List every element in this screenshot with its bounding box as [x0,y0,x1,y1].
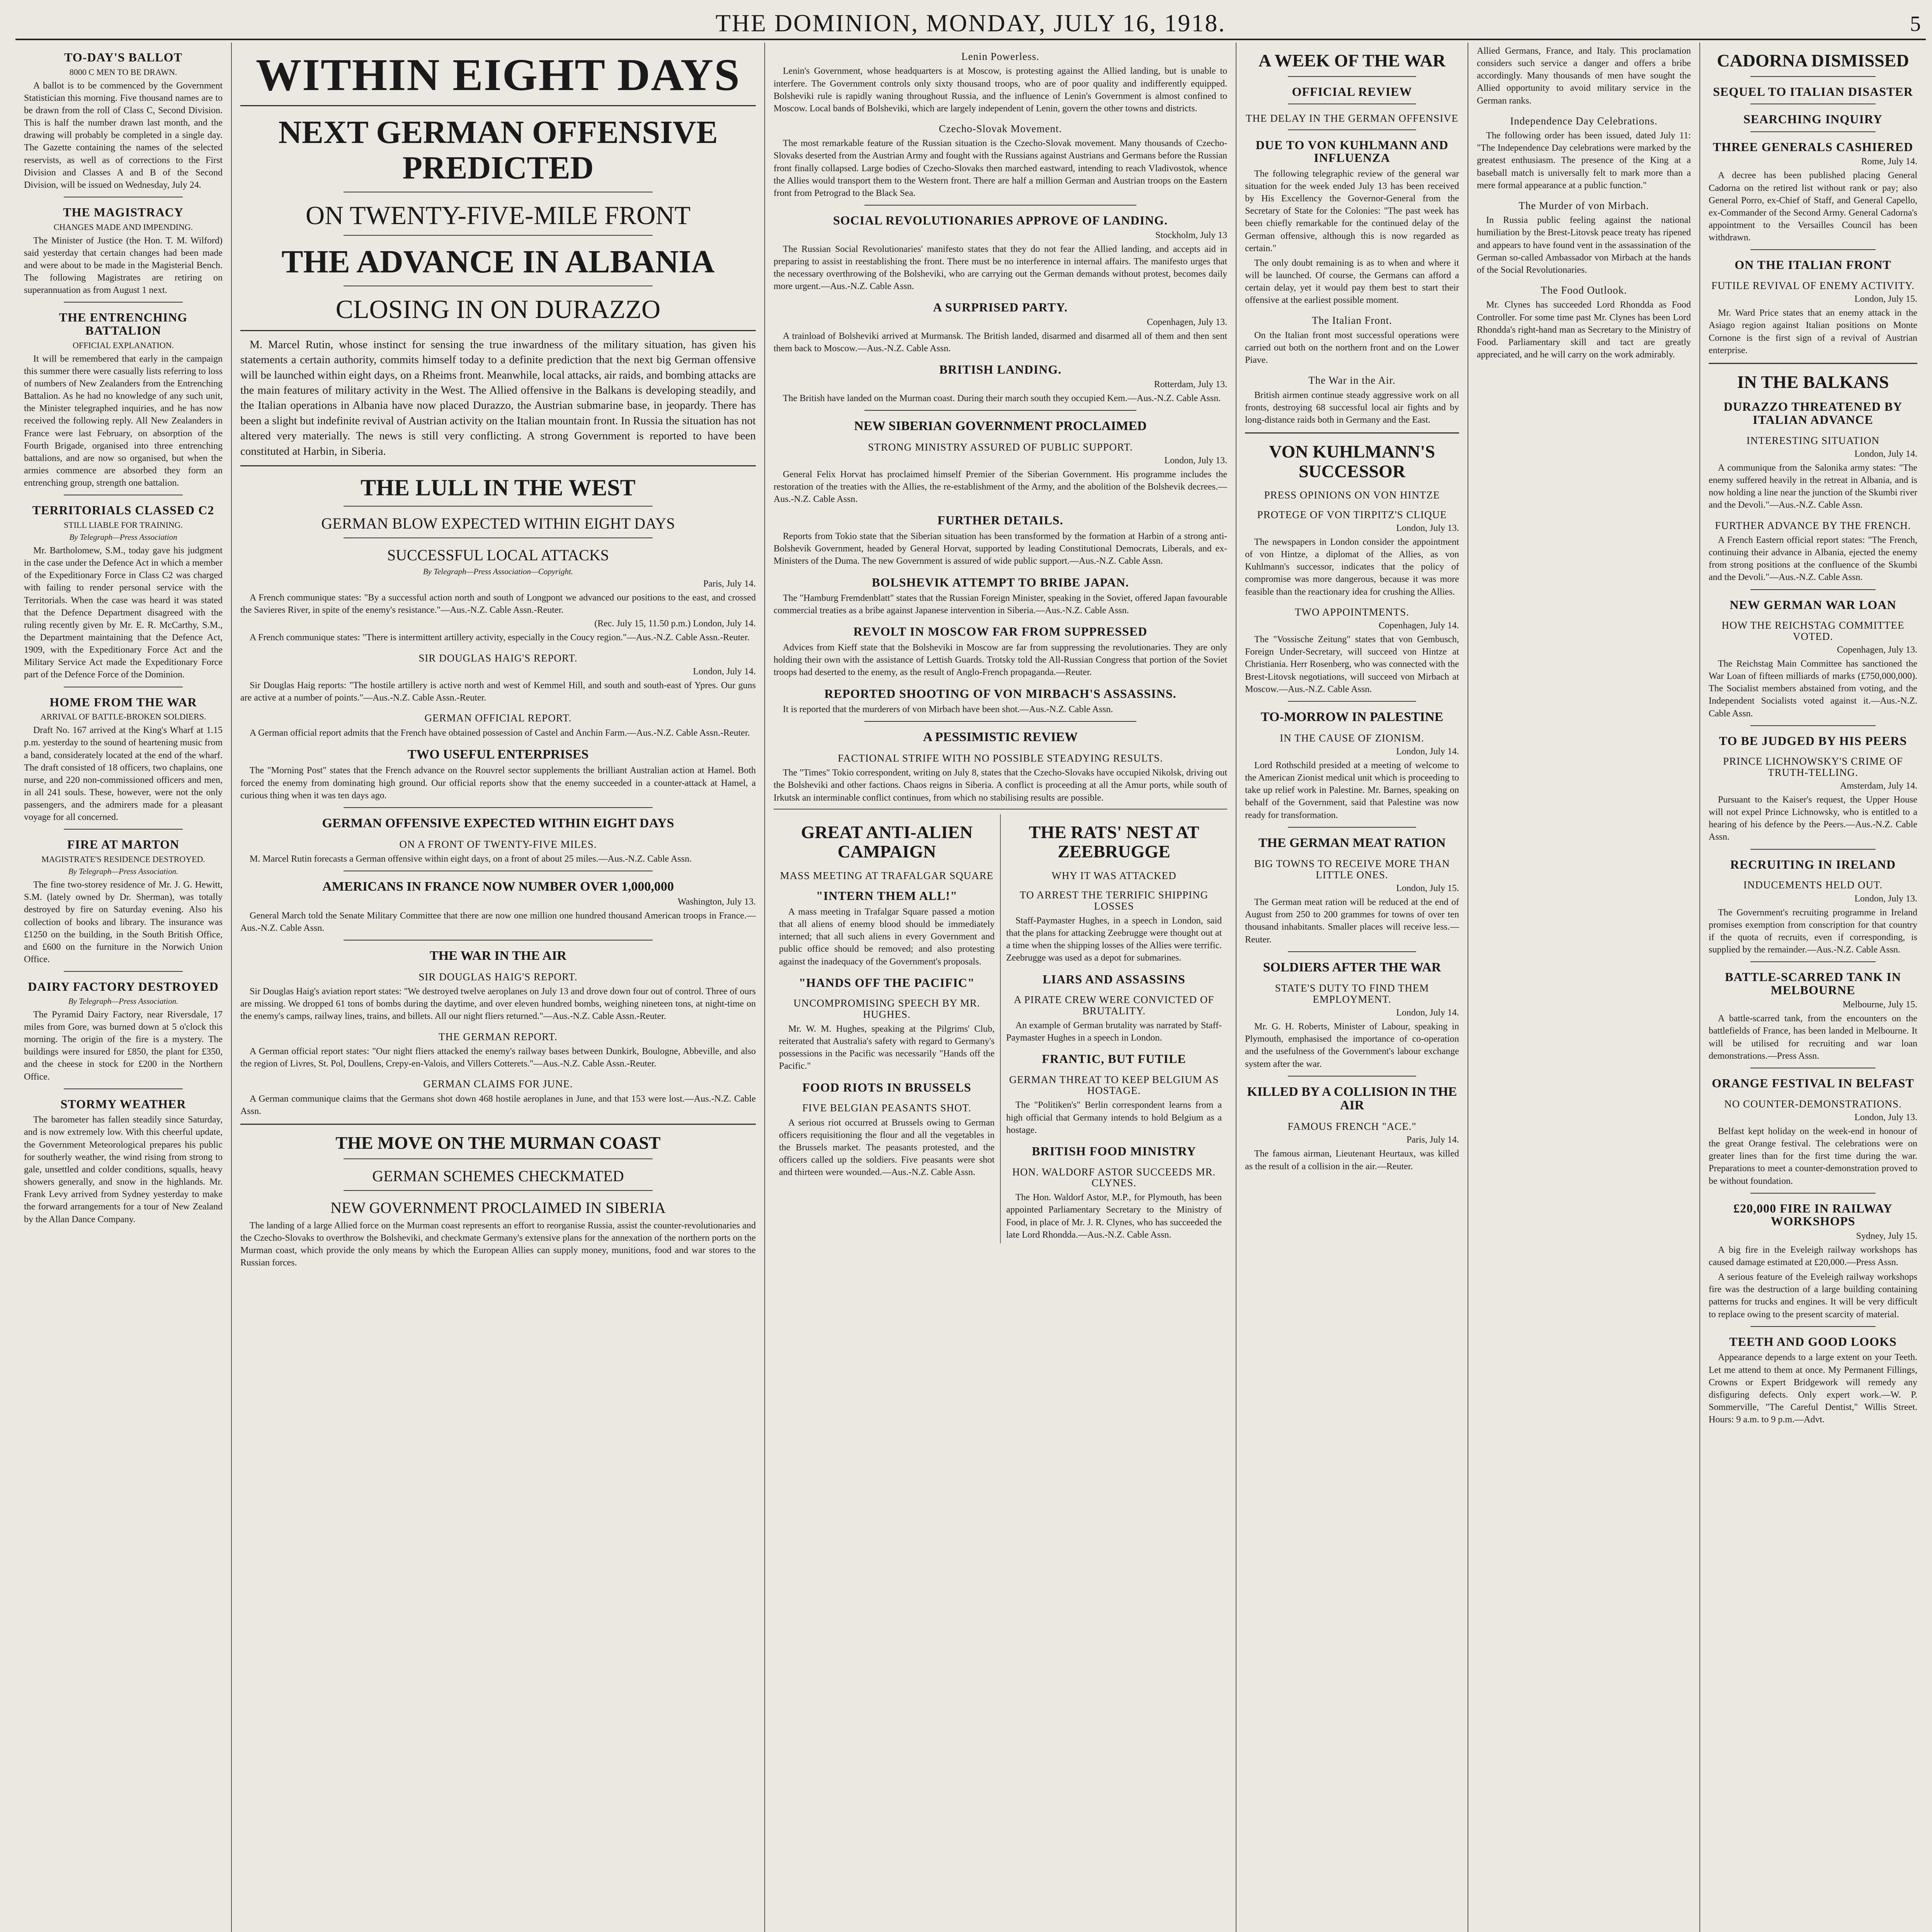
lull-byline: By Telegraph—Press Association—Copyright. [423,567,573,577]
divider [1288,701,1416,702]
lead-text: M. Marcel Rutin, whose instinct for sensing the true inwardness of the military situation, has given his statements a certain authority, commits himself today to a definite prediction that the next big German offensive will be launched within eight days, on a Rheims front. Meanwhile, local attacks, air raids, and bombing attacks are the main features of military activity in the West. The Allied offensive in the Balkans is developing steadily, and the Italian operations in Albania have now placed Durazzo, the Austrian submarine base, in jeopardy. There has been a slight but indefinite revival of Austrian activity on the Italian mountain front. In Russia the situation has not altered very materially. The news is still very conflicting. A strong Government is reported to have been constituted at Harbin, in Siberia. [240,338,756,457]
stormy-heading: STORMY WEATHER [60,1097,186,1111]
german-air-report-heading: THE GERMAN REPORT. [439,1031,558,1043]
homewar-text: Draft No. 167 arrived at the King's Wharf at 1.15 p.m. yesterday to the sound of heartening music from a band, considerately located at the end of the wharf. The draft consisted of 18 officers, two chaplains, one nurse, and 220 non-commissioned officers and men, in all 241 souls. These, however, were not the only passengers, and the admirers made for a pleasant voyage for all concerned. [24,725,223,823]
cadorna-dateline: Rome, July 14. [1861,156,1917,167]
murman-subheading: GERMAN SCHEMES CHECKMATED [372,1167,624,1185]
air-heading: THE WAR IN THE AIR [430,949,566,963]
british-landing-heading: BRITISH LANDING. [939,362,1062,377]
cadorna-subheading-2: SEARCHING INQUIRY [1743,112,1883,126]
fire-subheading: MAGISTRATE'S RESIDENCE DESTROYED. [41,854,205,864]
appointments-heading: TWO APPOINTMENTS. [1294,606,1409,618]
railway-fire-heading: £20,000 FIRE IN RAILWAY WORKSHOPS [1733,1201,1893,1228]
lenin-text: Lenin's Government, whose headquarters is at Moscow, is protesting against the Allied landing, but is unable to interfere. The Government controls only sixty thousand troops, who are of poor quality and indifferently equipped. Bolsheviki rule is rapidly waning throughout Russia, and the influence of Lenin's Government is almost confined to Moscow. Local bands of Bolsheviki, which are largely independent of Lenin, govern the other towns and districts. [774,66,1227,114]
week-war-heading: A WEEK OF THE WAR [1259,51,1446,70]
handsoff-subheading: UNCOMPROMISING SPEECH BY MR. HUGHES. [793,997,980,1020]
soldiers-dateline: London, July 14. [1396,1008,1459,1018]
mirbach-assassins-heading: REPORTED SHOOTING OF VON MIRBACH'S ASSASSINS. [824,686,1177,701]
italian-front-2-text: Mr. Ward Price states that an enemy attack in the Asiago region against Italian positions on Monte Cornone is the first sign of a revival of Austrian enterprise. [1709,308,1917,355]
divider [64,1088,183,1089]
lull-dateline-2: (Rec. July 15, 11.50 p.m.) London, July 14. [594,619,756,629]
soldiers-heading: SOLDIERS AFTER THE WAR [1263,960,1441,975]
entrenching-subheading: OFFICIAL EXPLANATION. [73,340,174,350]
column-2 [232,43,765,1932]
peers-text: Pursuant to the Kaiser's request, the Upper House will not expel Prince Lichnowsky, who is entitled to a hearing of his defence by the Peers.—Aus.-N.Z. Cable Assn. [1709,794,1917,842]
kuhlmann-subheading: PRESS OPINIONS ON VON HINTZE [1264,489,1440,501]
socrev-heading: SOCIAL REVOLUTIONARIES APPROVE OF LANDING. [833,213,1168,228]
meat-dateline: London, July 15. [1396,883,1459,894]
czech-text: The most remarkable feature of the Russian situation is the Czecho-Slovak movement. Many thousands of Czecho-Slovaks deserted from the Austrian Army and fought with the Russians against Austrians and Germans before the Russian front finally collapsed. Large bodies of Czecho-Slovaks then marched eastward, intending to reach Vladivostok, whence the Allies would transport them to the Western front. There are half a million German and Austrian troops on the Eastern front from Petrograd to the Black Sea. [774,138,1227,198]
divider [1288,827,1416,828]
balkans-subheading-2: INTERESTING SITUATION [1746,434,1880,446]
column-1 [15,43,232,1932]
kuhlmann-heading: VON KUHLMANN'S SUCCESSOR [1269,442,1435,481]
frantic-text: The "Politiken's" Berlin correspondent learns from a high official that Germany intends to hold Belgium as a hostage. [1006,1100,1222,1135]
divider [1288,1076,1416,1077]
mirbach-murder-text: In Russia public feeling against the national humiliation by the Brest-Litovsk peace treaty has ripened and appears to have found vent in the assassination of the German so-called Ambassador von Mirbach at the hands of the Social Revolutionaries. [1477,215,1691,275]
haig-heading: SIR DOUGLAS HAIG'S REPORT. [418,652,578,664]
food-outlook-heading: The Food Outlook. [1541,284,1627,296]
week-war-text-1: The following telegraphic review of the general war situation for the week ended July 13 has been received by His Excellency the Governor-General from the Secretary of State for the Colonies: "The past week has been chiefly remarkable for the continued delay of the German offensive, although this is now regarded as certain." [1245,168,1459,253]
frantic-subheading: GERMAN THREAT TO KEEP BELGIUM AS HOSTAGE. [1009,1073,1219,1097]
appointments-text: The "Vossische Zeitung" states that von Gembusch, Foreign Under-Secretary, will succeed von Hintze at Christiania. Herr Rosenberg, who was connected with the Brest-Litovsk negotiations, will succeed von Mirbach at Moscow.—Aus.-N.Z. Cable Assn. [1245,634,1459,694]
ballot-subheading: 8000 C MEN TO BE DRAWN. [69,67,177,77]
murman-text: The landing of a large Allied force on the Murman coast represents an effort to reorganise Russia, assist the counter-revolutionaries and the Czecho-Slovaks to overthrow the Bolsheviki, and checkmate Germany's extensive plans for the annexation of the northern ports on the Murman coast, which provide the only means by which the European Allies can supply money, munitions, food and war stores to the Russian forces. [240,1220,756,1268]
enterprises-text: The "Morning Post" states that the French advance on the Rouvrel sector supplements the brilliant Australian action at Hamel. Both forced the enemy from dominating high ground. Our official reports show that the enemy succeeded in a counter-attack at Hamel, a curious thing when it was ten days ago. [240,765,756,801]
siberian-text: General Felix Horvat has proclaimed himself Premier of the Siberian Government. His programme includes the restoration of the treaties with the Allies, the re-establishment of the Army, and the abolition of the Bolshevik decrees.—Aus.-N.Z. Cable Assn. [774,469,1227,505]
ballot-heading: TO-DAY'S BALLOT [64,50,182,64]
balkans-subheading: DURAZZO THREATENED BY ITALIAN ADVANCE [1723,400,1903,427]
homewar-heading: HOME FROM THE WAR [49,695,197,709]
orange-subheading: NO COUNTER-DEMONSTRATIONS. [1724,1098,1902,1110]
territorials-text: Mr. Bartholomew, S.M., today gave his judgment in the case under the Defence Act in which a member of the Expeditionary Force in Class C2 was charged with failing to render personal service with the Territorials. When the case was heard it was stated that the Defence Department disagreed with the ruling recently given by Mr. E. R. McCarthy, S.M., the Department maintaining that the Defence Act, 1909, with the Expeditionary Force Act and the Military Service Act made the Expeditionary Force part of the Defence Force of the Dominion. [24,545,223,680]
soldiers-text: Mr. G. H. Roberts, Minister of Labour, speaking in Plymouth, emphasised the importance of co-operation and the usefulness of the Government's labour exchange system after the war. [1245,1022,1459,1069]
palestine-subheading: IN THE CAUSE OF ZIONISM. [1280,732,1424,744]
surprised-text: A trainload of Bolsheviki arrived at Murmansk. The British landed, disarmed and disarmed all of them and then sent them back to Moscow.—Aus.-N.Z. Cable Assn. [774,331,1227,354]
dairy-heading: DAIRY FACTORY DESTROYED [28,980,219,994]
divider [1750,1326,1876,1327]
revolt-heading: REVOLT IN MOSCOW FAR FROM SUPPRESSED [853,624,1148,639]
mirbach-murder-heading: The Murder of von Mirbach. [1519,199,1649,211]
advance-heading: FURTHER ADVANCE BY THE FRENCH. [1715,519,1911,531]
lull-heading: THE LULL IN THE WEST [361,475,636,501]
air-text: Sir Douglas Haig's aviation report states: "We destroyed twelve aeroplanes on July 13 and drove down four out of control. Three of ours are missing. We dropped 61 tons of bombs during the daytime, and over eleven hundred bombs, weighing nineteen tons, at night-time on the enemy's camps, railway lines, trains, and billets. All our night fliers returned."—Aus.-N.Z. Cable Assn.-Reuter. [240,986,756,1022]
divider [1750,589,1876,590]
british-landing-text: The British have landed on the Murman coast. During their march south they occupied Kem.—Aus.-N.Z. Cable Assn. [783,393,1221,403]
ireland-heading: RECRUITING IN IRELAND [1730,857,1896,871]
balkans-heading: IN THE BALKANS [1737,372,1889,392]
tank-text: A battle-scarred tank, from the encounters on the battlefields of France, has been landed in Melbourne. It will be utilised for recruiting and war loan demonstrations.—Press Assn. [1709,1014,1917,1061]
british-landing-dateline: Rotterdam, July 13. [1154,379,1227,389]
italian-front-text: On the Italian front most successful operations were carried out both on the northern front and on the Lower Piave. [1245,330,1459,366]
territorials-subheading: STILL LIABLE FOR TRAINING. [64,520,183,530]
pessimistic-heading: A PESSIMISTIC REVIEW [923,730,1078,745]
riots-subheading: FIVE BELGIAN PEASANTS SHOT. [802,1102,971,1114]
killed-dateline: Paris, July 14. [1406,1135,1459,1145]
divider [64,302,183,303]
ratsnest-subheading-2: TO ARREST THE TERRIFIC SHIPPING LOSSES [1019,889,1209,912]
war-air-heading: The War in the Air. [1308,374,1396,386]
italian-front-2-dateline: London, July 15. [1854,294,1917,304]
killed-heading: KILLED BY A COLLISION IN THE AIR [1247,1084,1457,1113]
liars-heading: LIARS AND ASSASSINS [1043,972,1185,986]
entrenching-heading: THE ENTRENCHING BATTALION [59,310,188,337]
offensive-subheading: ON A FRONT OF TWENTY-FIVE MILES. [399,838,597,850]
kuhlmann-text: The newspapers in London consider the appointment of von Hintze, a diplomat of the Allies, as von Kuhlmann's successor, indicates that the policy of compromise was more dangerous, because it was more feasible than the reactionary idea for crushing the Allies. [1245,537,1459,597]
main-deck-1: ON TWENTY-FIVE-MILE FRONT [306,200,690,230]
handsoff-text: Mr. W. M. Hughes, speaking at the Pilgrims' Club, reiterated that Australia's safety with regard to Germany's possessions in the Pacific was necessarily "Hands off the Pacific." [779,1024,995,1071]
antialien-text: A mass meeting in Trafalgar Square passed a motion that all aliens of enemy blood should be immediately interned; that all such aliens in every Government and public office should be removed; and also protesting against the inadequacy of the Government's proposals. [779,906,995,967]
food-ministry-text: The Hon. Waldorf Astor, M.P., for Plymouth, has been appointed Parliamentary Secretary to the Ministry of Food, in place of Mr. J. R. Clynes, who has succeeded the late Lord Rhondda.—Aus.-N.Z. Cable Assn. [1006,1192,1222,1240]
lull-subheading-2: SUCCESSFUL LOCAL ATTACKS [387,546,609,564]
german-report-heading: GERMAN OFFICIAL REPORT. [424,712,572,724]
food-ministry-heading: BRITISH FOOD MINISTRY [1032,1144,1196,1158]
week-war-text-2: The only doubt remaining is as to when and where it will be launched. Of course, the Germans can afford a certain delay, yet it would pay them best to start their offensive at the earliest possible moment. [1245,258,1459,306]
murman-heading: THE MOVE ON THE MURMAN COAST [335,1133,661,1153]
lull-subheading: GERMAN BLOW EXPECTED WITHIN EIGHT DAYS [321,515,675,532]
meat-text: The German meat ration will be reduced at the end of August from 250 to 200 grammes for towns of over ten thousand inhabitants. Smaller places will receive less.—Reuter. [1245,897,1459,945]
divider [1750,961,1876,962]
details-text: Reports from Tokio state that the Siberian situation has been transformed by the formation at Harbin of a strong anti-Bolshevik Government, headed by General Horvat, supported by leading Constitutional Democrats, Liberals, and ex-Ministers of the Duma. The new Government is assured of wide public support.—Aus.-N.Z. Cable Assn. [774,531,1227,566]
homewar-subheading: ARRIVAL OF BATTLE-BROKEN SOLDIERS. [40,712,206,722]
fire-text: The fine two-storey residence of Mr. J. G. Hewitt, S.M. (lately owned by Dr. Sherman), was totally destroyed by fire on Saturday evening. Also his collection of books and library. The insurance was £1250 on the building, in the South British Office, and £600 on the furniture in the Norwich Union Office. [24,880,223,964]
haig-text: Sir Douglas Haig reports: "The hostile artillery is active north and west of Kemmel Hill, and south and south-east of Ypres. Our guns are active at a number of points."—Aus.-N.Z. Cable Assn.-Reuter. [240,680,756,703]
divider [344,1158,653,1159]
divider [1245,432,1459,434]
peers-subheading: PRINCE LICHNOWSKY'S CRIME OF TRUTH-TELLING. [1723,755,1903,778]
sub-column-left [774,814,1001,1243]
main-headline: WITHIN EIGHT DAYS [256,49,740,100]
railway-fire-text: A big fire in the Eveleigh railway workshops has caused damage estimated at £20,000.—Press Assn. [1709,1245,1917,1267]
week-war-subheading: OFFICIAL REVIEW [1292,84,1412,99]
offensive-text: M. Marcel Rutin forecasts a German offensive within eight days, on a front of about 25 miles.—Aus.-N.Z. Cable Assn. [250,854,692,864]
revolt-text: Advices from Kieff state that the Bolsheviki in Moscow are far from suppressing the revolutionaries. They are only holding their own with the assistance of Lettish Guards. Trotsky told the All-Russian Congress that portion of the Soviet troops had deserted to the enemy, as the result of Anglo-French propaganda.—Reuter. [774,643,1227,678]
railway-fire-text-2: A serious feature of the Eveleigh railway workshops fire was the destruction of a large building containing patterns for trucks and engines. It will be very difficult to replace owing to the present scarcity of material. [1709,1272,1917,1320]
magistracy-heading: THE MAGISTRACY [63,205,184,219]
masthead [15,8,1926,40]
food-ministry-subheading: HON. WALDORF ASTOR SUCCEEDS MR. CLYNES. [1012,1166,1216,1189]
pessimistic-text: The "Times" Tokio correspondent, writing on July 8, states that the Czecho-Slovaks have occupied Nikolsk, driving out the Bolsheviki and other factions. Chaos reigns in Siberia. A conflict is proceeding at all the Amur ports, while south of Irkutsk an interminable conflict continues, from which no stabilising results are possible. [774,768,1227,803]
riots-text: A serious riot occurred at Brussels owing to German officers requisitioning the flour and all the vegetables in the Brussels market. The peasants protested, and the officers called up the soldiers. Five peasants were shot and thirteen were wounded.—Aus.-N.Z. Cable Assn. [779,1117,995,1178]
page-number: 5 [1910,12,1922,36]
murman-subheading-2: NEW GOVERNMENT PROCLAIMED IN SIBERIA [330,1199,666,1216]
german-air-report-text: A German official report states: "Our night fliers attacked the enemy's railway bases between Dunkirk, Boulogne, Abbeville, and also the region of Livres, St. Pol, Doullens, Crepy-en-Valois, and Villers Cotterets."—Aus.-N.Z. Cable Assn.-Reuter. [240,1046,756,1069]
divider [344,235,653,236]
orange-text: Belfast kept holiday on the week-end in honour of the great Orange festival. The celebrations were on greater lines than for the first time during the war. Preparations to meet a counter-demonstration proved to be without foundation. [1709,1126,1917,1186]
neutrals-text: Allied Germans, France, and Italy. This proclamation considers such service a danger and offers a bribe accordingly. Many thousands of men have sought the Allied opportunity to avoid military service in the German ranks. [1477,46,1691,106]
war-loan-heading: NEW GERMAN WAR LOAN [1730,597,1896,612]
meat-subheading: BIG TOWNS TO RECEIVE MORE THAN LITTLE ONES. [1254,858,1450,881]
divider [864,721,1136,722]
cadorna-subheading-3: THREE GENERALS CASHIERED [1713,139,1913,154]
lead-summary [240,337,756,459]
german-report-text: A German official report admits that the French have obtained possession of Castel and Anchin Farm.—Aus.-N.Z. Cable Assn.-Reuter. [250,728,750,738]
details-heading: FURTHER DETAILS. [937,513,1063,527]
divider [1750,249,1876,250]
magistracy-text: The Minister of Justice (the Hon. T. M. Wilford) said yesterday that certain changes had been made and were about to be made in the Magisterial Bench. The following Magistrates are retiring on superannuation as from August 1 next. [24,235,223,296]
magistracy-subheading: CHANGES MADE AND IMPENDING. [53,222,193,232]
divider [864,410,1136,411]
socrev-text: The Russian Social Revolutionaries' manifesto states that they do not fear the Allied landing, and accepts aid in preparing to assist in reestablishing the front. There must be no interference in internal affairs. The manifesto urges that the necessary overthrowing of the Bolsheviki, who are carrying out the German demands without protest, becomes daily more urgent.—Aus.-N.Z. Cable Assn. [774,244,1227,292]
siberian-subheading: STRONG MINISTRY ASSURED OF PUBLIC SUPPORT. [868,441,1133,453]
liars-subheading: A PIRATE CREW WERE CONVICTED OF BRUTALITY. [1014,994,1214,1017]
palestine-heading: TO-MORROW IN PALESTINE [1260,709,1444,724]
killed-text: The famous airman, Lieutenant Heurtaux, was killed as the result of a collision in the air.—Reuter. [1245,1149,1459,1172]
frantic-heading: FRANTIC, BUT FUTILE [1042,1052,1186,1066]
lull-text-1: A French communique states: "By a successful action north and south of Longpont we advanced our positions to the east, and crossed the Savieres River, in spite of the enemy's resistance."—Aus.-N.Z. Cable Assn.-Reuter. [240,593,756,616]
kuhlmann-subheading-2: PROTEGE OF VON TIRPITZ'S CLIQUE [1257,509,1447,520]
divider [344,537,653,538]
column-3 [765,43,1236,1932]
claims-text: A German communique claims that the Germans shot down 468 hostile aeroplanes in June, and that 153 were lost.—Aus.-N.Z. Cable Assn. [240,1094,756,1116]
divider [240,105,756,106]
food-outlook-text: Mr. Clynes has succeeded Lord Rhondda as Food Controller. For some time past Mr. Clynes has been Lord Rhondda's right-hand man as Secretary to the Ministry of Food. Parliamentary skill and tact are greatly appreciated, and he will carry on the work admirably. [1477,300,1691,360]
appointments-dateline: Copenhagen, July 14. [1379,621,1459,631]
divider [1750,76,1876,77]
kuhlmann-dateline: London, July 13. [1396,523,1459,533]
cadorna-subheading: SEQUEL TO ITALIAN DISASTER [1713,84,1913,99]
stormy-text: The barometer has fallen steadily since Saturday, and is now extremely low. With this cheerful update, the Government Meteorological prepares his public for southerly weather, the wind rising from strong to gale, unsettled and colder conditions, squalls, heavy showers generally, and snow in the highlands. Mr. Frank Levy arrived from Sydney yesterday to make the forward arrangements for a tour of New Zealand by the Allan Dance Company. [24,1115,223,1225]
divider [240,330,756,331]
railway-fire-dateline: Sydney, July 15. [1856,1231,1917,1241]
ireland-dateline: London, July 13. [1854,893,1917,904]
main-subheadline: NEXT GERMAN OFFENSIVE PREDICTED [278,114,718,186]
cadorna-heading: CADORNA DISMISSED [1717,51,1909,70]
main-deck-3: CLOSING IN ON DURAZZO [335,294,661,324]
peers-dateline: Amsterdam, July 14. [1840,781,1917,791]
air-subheading: SIR DOUGLAS HAIG'S REPORT. [418,971,578,983]
claims-heading: GERMAN CLAIMS FOR JUNE. [423,1078,573,1090]
divider [1750,725,1876,726]
handsoff-heading: "HANDS OFF THE PACIFIC" [799,975,975,990]
orange-heading: ORANGE FESTIVAL IN BELFAST [1712,1076,1914,1090]
ratsnest-heading: THE RATS' NEST AT ZEEBRUGGE [1029,822,1199,862]
divider [344,1190,653,1191]
column-4 [1236,43,1468,1932]
americans-text: General March told the Senate Military Committee that there are now one million one hundred thousand American troops in France.—Aus.-N.Z. Cable Assn. [240,910,756,933]
killed-subheading: FAMOUS FRENCH "ACE." [1287,1121,1417,1133]
cadorna-text: A decree has been published placing General Cadorna on the retired list without rank or pay; also General Porro, ex-Chief of Staff, and General Capello, ex-Commander of the Second Army. General Cadorna's appointment to the Versailles Council has been withdrawn. [1709,170,1917,243]
ireland-text: The Government's recruiting programme in Ireland promises exemption from conscription for that country if the quota of recruits, even if corresponding, is supplied by the remainder.—Aus.-N.Z. Cable Assn. [1709,907,1917,955]
independence-text: The following order has been issued, dated July 11: "The Independence Day celebrations were marked by the greatest enthusiasm. The presence of the King at a baseball match is universally felt to mark more than a mere formal appearance at a public function." [1477,131,1691,190]
ratsnest-text: Staff-Paymaster Hughes, in a speech in London, said that the plans for attacking Zeebrugge were thought out at a time when the shipping losses of the Allies were terrific. Zeebrugge was used as a depot for submarines. [1006,915,1222,963]
independence-heading: Independence Day Celebrations. [1510,115,1658,127]
divider [240,1124,756,1125]
lull-dateline-1: Paris, July 14. [703,579,756,589]
riots-heading: FOOD RIOTS IN BRUSSELS [802,1080,971,1094]
ballot-text: A ballot is to be commenced by the Government Statistician this morning. Five thousand names are to be drawn from the roll of Class C, Second Division. This is half the number drawn last month, and the drawing will probably be completed in a single day. The Gazette containing the names of the selected reservists, as well as of corrections to the First Division and Classes A and B of the Second Division, will be issued on Wednesday, July 24. [24,80,223,190]
dairy-text: The Pyramid Dairy Factory, near Riversdale, 17 miles from Gore, was burned down at 5 o'clock this morning. The origin of the fire is a mystery. The buildings were insured for £850, the plant for £350, and the cheese in stock for £200 in the Northern Office. [24,1009,223,1082]
americans-heading: AMERICANS IN FRANCE NOW NUMBER OVER 1,000,000 [322,879,674,894]
advance-text: A French Eastern official report states: "The French, continuing their advance in Albania, ejected the enemy from strong positions at the confluence of the Skumbi and the Devoli."—Aus.-N.Z. Cable Assn. [1709,535,1917,583]
italian-front-heading: The Italian Front. [1312,315,1392,327]
teeth-ad-heading: TEETH AND GOOD LOOKS [1729,1334,1897,1349]
divider [1750,1193,1876,1194]
sub-columns [774,814,1227,1243]
antialien-subheading-2: "INTERN THEM ALL!" [816,889,957,903]
divider [1709,363,1917,364]
czech-heading: Czecho-Slovak Movement. [939,122,1062,134]
peers-heading: TO BE JUDGED BY HIS PEERS [1719,733,1907,748]
divider [1288,129,1416,130]
palestine-dateline: London, July 14. [1396,746,1459,757]
fire-heading: FIRE AT MARTON [67,837,180,852]
divider [1288,76,1416,77]
column-6 [1700,43,1926,1932]
balkans-text: A communique from the Salonika army states: "The enemy suffered heavily in the retreat in Albania, and is now holding a line near the junction of the Skumbi river and the Devoli."—Aus.-N.Z. Cable Assn. [1709,463,1917,510]
palestine-text: Lord Rothschild presided at a meeting of welcome to the American Zionist medical unit which is proceeding to take up relief work in Palestine. Mr. Barnes, speaking on behalf of the Government, said that Palestine was now ready for transformation. [1245,760,1459,820]
sub-column-right [1001,814,1227,1243]
entrenching-text: It will be remembered that early in the campaign this summer there were casually lists referring to loss of numbers of New Zealanders from the Entrenching Battalion. As he had no knowledge of any such unit, the Minister telegraphed inquiries, and he has now received the following reply. All New Zealanders in France were last February, on absorption of the Fourth Brigade, organised into three entrenching battalions, and are now so organised, but when the armies commence are absorbed they form an entrenching group, strength one battalion. [24,354,223,488]
fire-byline: By Telegraph—Press Association. [68,867,179,876]
divider [1750,131,1876,132]
enterprises-heading: TWO USEFUL ENTERPRISES [407,747,589,762]
divider [1288,951,1416,952]
lenin-heading: Lenin Powerless. [961,51,1039,62]
siberian-heading: NEW SIBERIAN GOVERNMENT PROCLAIMED [854,418,1147,433]
balkans-dateline: London, July 14. [1854,449,1917,459]
surprised-heading: A SURPRISED PARTY. [933,300,1068,315]
soldiers-subheading: STATE'S DUTY TO FIND THEM EMPLOYMENT. [1275,982,1429,1005]
divider [344,807,653,808]
war-loan-subheading: HOW THE REICHSTAG COMMITTEE VOTED. [1721,619,1905,642]
italian-front-2-heading: ON THE ITALIAN FRONT [1735,258,1891,272]
territorials-heading: TERRITORIALS CLASSED C2 [32,503,214,517]
bribe-text: The "Hamburg Fremdenblatt" states that the Russian Foreign Minister, speaking in the Soviet, offered Japan favourable commercial treaties as a bribe against Japanese intervention in Siberia.—Aus.-N.Z. Cable Assn. [774,593,1227,616]
war-loan-text: The Reichstag Main Committee has sanctioned the War Loan of fifteen milliards of marks (£750,000,000). The Socialist members abstained from voting, and the Independent Socialists voted against it.—Aus.-N.Z. Cable Assn. [1709,658,1917,719]
offensive-heading: GERMAN OFFENSIVE EXPECTED WITHIN EIGHT DAYS [322,816,674,830]
divider [344,506,653,507]
orange-dateline: London, July 13. [1854,1112,1917,1122]
teeth-ad-text: Appearance depends to a large extent on your Teeth. Let me attend to them at once. My Permanent Fillings, Crowns or Expert Bridgework will remedy any disfiguring defects. Only expert work.—W. P. Sommerville, "The Careful Dentist," Willis Street. Hours: 9 a.m. to 9 p.m.—Advt. [1709,1352,1917,1425]
antialien-subheading: MASS MEETING AT TRAFALGAR SQUARE [780,869,994,881]
mirbach-assassins-text: It is reported that the murderers of von Mirbach have been shot.—Aus.-N.Z. Cable Assn. [783,704,1113,715]
ratsnest-subheading: WHY IT WAS ATTACKED [1051,869,1177,881]
divider [1750,849,1876,850]
week-war-deck-1: THE DELAY IN THE GERMAN OFFENSIVE [1245,112,1459,124]
territorials-byline: By Telegraph—Press Association [69,532,177,542]
ireland-subheading: INDUCEMENTS HELD OUT. [1743,879,1883,891]
italian-front-2-subheading: FUTILE REVIVAL OF ENEMY ACTIVITY. [1711,279,1915,291]
tank-dateline: Melbourne, July 15. [1842,1000,1917,1010]
tank-heading: BATTLE-SCARRED TANK IN MELBOURNE [1725,970,1901,997]
dairy-byline: By Telegraph—Press Association. [68,996,179,1006]
socrev-dateline: Stockholm, July 13 [1155,230,1227,240]
haig-dateline: London, July 14. [693,666,756,677]
masthead-title: THE DOMINION, MONDAY, JULY 16, 1918. [715,9,1226,37]
antialien-heading: GREAT ANTI-ALIEN CAMPAIGN [801,822,973,862]
column-5 [1468,43,1700,1932]
surprised-dateline: Copenhagen, July 13. [1147,317,1227,327]
main-deck-2: THE ADVANCE IN ALBANIA [281,244,715,280]
divider [64,829,183,830]
pessimistic-subheading: FACTIONAL STRIFE WITH NO POSSIBLE STEADYING RESULTS. [838,752,1163,764]
divider [864,205,1136,206]
week-war-deck-2: DUE TO VON KUHLMANN AND INFLUENZA [1255,138,1449,165]
war-air-text: British airmen continue steady aggressive work on all fronts, destroying 68 successful local air fights and by long-distance raids both in Germany and the East. [1245,390,1459,425]
divider [64,971,183,972]
lull-text-2: A French communique states: "There is intermittent artillery activity, especially in the Coucy region."—Aus.-N.Z. Cable Assn.-Reuter. [250,633,750,643]
divider [240,465,756,466]
meat-heading: THE GERMAN MEAT RATION [1258,835,1446,850]
americans-dateline: Washington, July 13. [677,896,756,907]
bribe-heading: BOLSHEVIK ATTEMPT TO BRIBE JAPAN. [872,575,1129,589]
war-loan-dateline: Copenhagen, July 13. [1837,645,1917,655]
siberian-dateline: London, July 13. [1164,456,1227,466]
divider [774,809,1227,810]
liars-text: An example of German brutality was narrated by Staff-Paymaster Hughes in a speech in London. [1006,1020,1222,1043]
